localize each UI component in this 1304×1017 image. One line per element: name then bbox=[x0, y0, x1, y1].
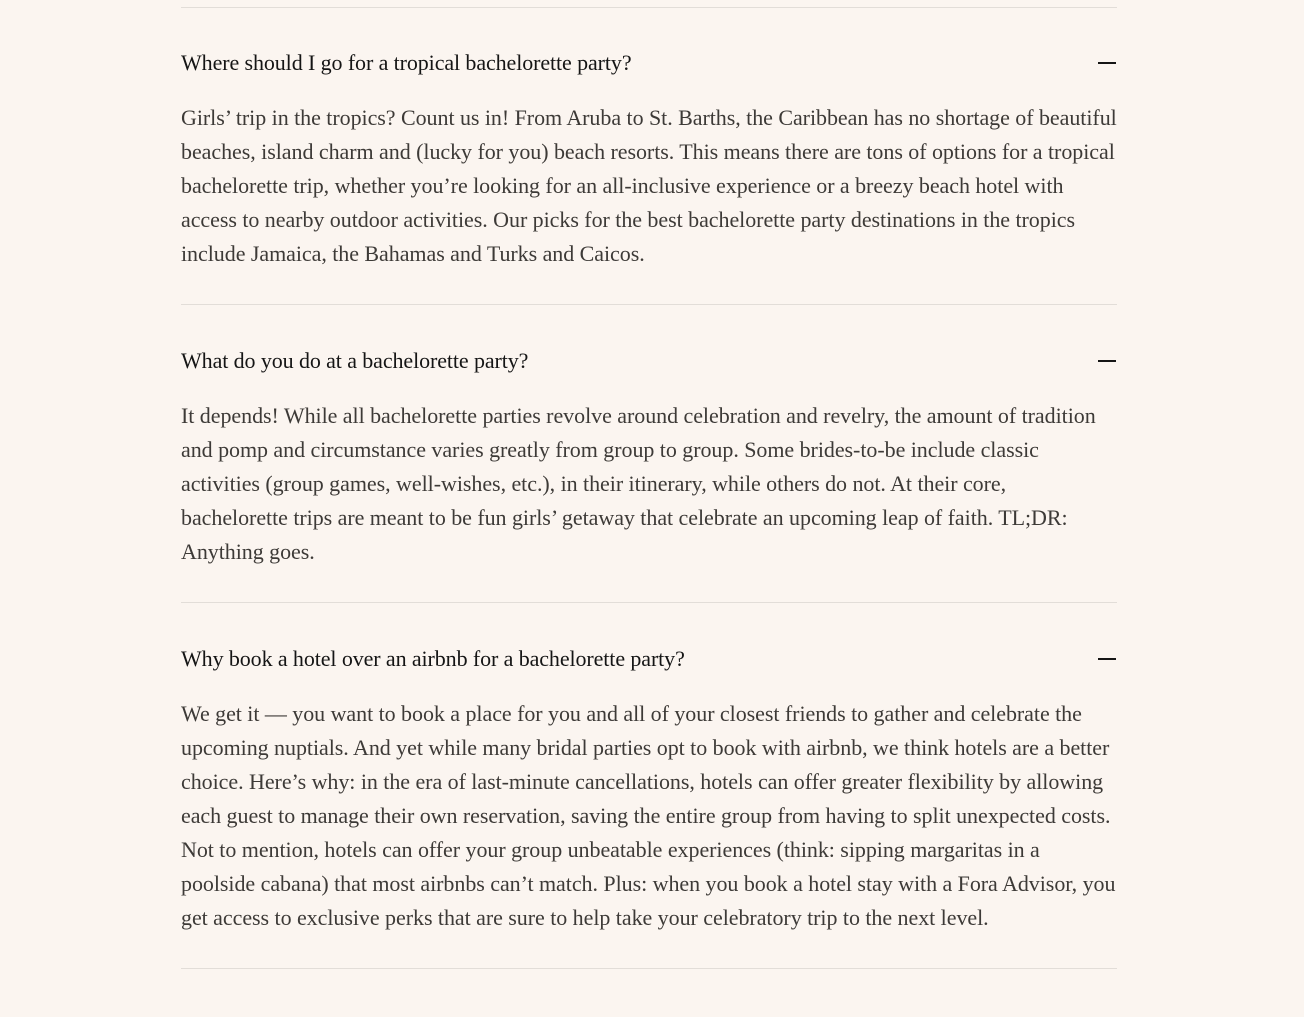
faq-question-toggle[interactable] bbox=[181, 645, 1117, 673]
faq-answer: Girls’ trip in the tropics? Count us in! From Aruba to St. Barths, the Caribbean has no shortage of beautiful beaches, island charm and (lucky for you) beach resorts. This means there are tons of options for a tropical bachelorette trip, whether you’re looking for an all-inclusive experience or a breezy beach hotel with access to nearby outdoor activities. Our picks for the best bachelorette party destinations in the tropics include Jamaica, the Bahamas and Turks and Caicos. bbox=[181, 105, 1117, 266]
faq-question: Why book a hotel over an airbnb for a bachelorette party? bbox=[181, 646, 685, 671]
faq-accordion bbox=[181, 7, 1117, 969]
faq-question-toggle[interactable] bbox=[181, 49, 1117, 77]
faq-question-toggle[interactable] bbox=[181, 347, 1117, 375]
faq-item bbox=[181, 603, 1117, 969]
faq-question: Where should I go for a tropical bachelorette party? bbox=[181, 50, 632, 75]
faq-answer: We get it — you want to book a place for you and all of your closest friends to gather and celebrate the upcoming nuptials. And yet while many bridal parties opt to book with airbnb, we think hotels are a better choice. Here’s why: in the era of last-minute cancellations, hotels can offer greater flexibility by allowing each guest to manage their own reservation, saving the entire group from having to split unexpected costs. Not to mention, hotels can offer your group unbeatable experiences (think: sipping margaritas in a poolside cabana) that most airbnbs can’t match. Plus: when you book a hotel stay with a Fora Advisor, you get access to exclusive perks that are sure to help take your celebratory trip to the next level. bbox=[181, 701, 1116, 930]
minus-icon[interactable] bbox=[1098, 352, 1116, 370]
minus-icon[interactable] bbox=[1098, 650, 1116, 668]
faq-item bbox=[181, 305, 1117, 603]
faq-question: What do you do at a bachelorette party? bbox=[181, 348, 529, 373]
faq-answer: It depends! While all bachelorette parties revolve around celebration and revelry, the amount of tradition and pomp and circumstance varies greatly from group to group. Some brides-to-be include classic activities (group games, well-wishes, etc.), in their itinerary, while others do not. At their core, bachelorette trips are meant to be fun girls’ getaway that celebrate an upcoming leap of faith. TL;DR: Anything goes. bbox=[181, 403, 1096, 564]
faq-item bbox=[181, 8, 1117, 305]
minus-icon[interactable] bbox=[1098, 54, 1116, 72]
